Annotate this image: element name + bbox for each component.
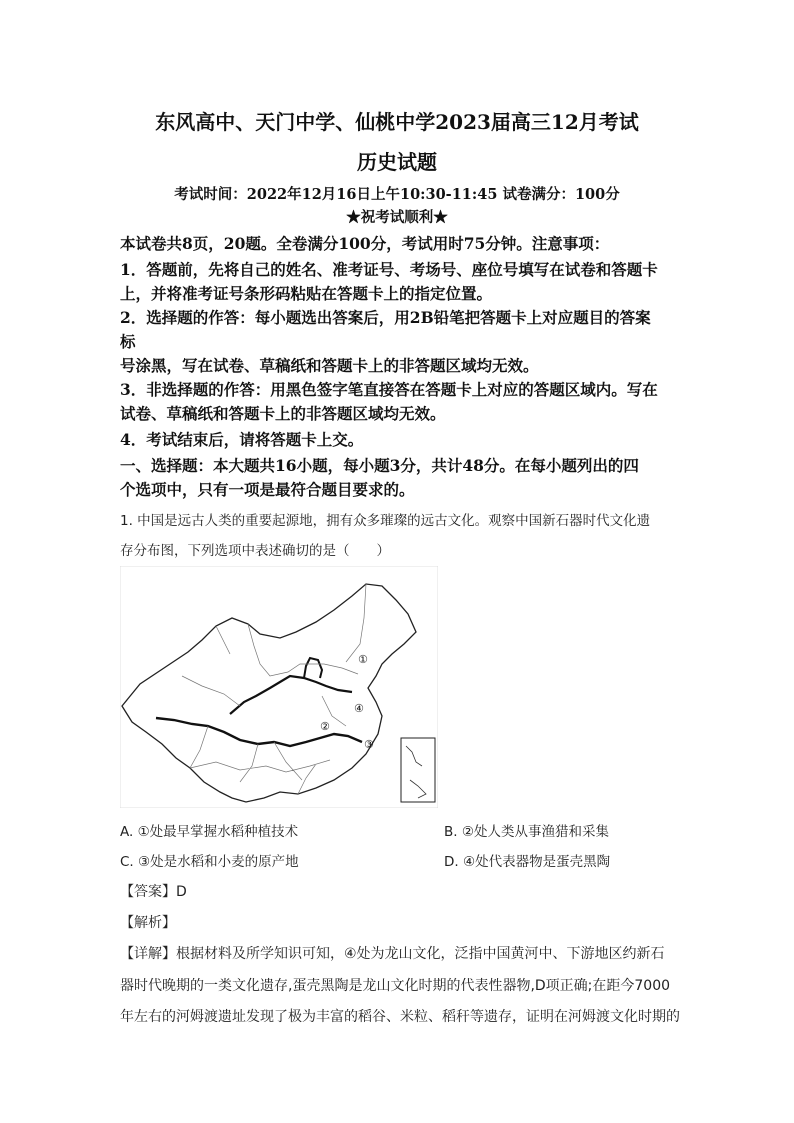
exam-time-info: 考试时间：2022年12月16日上午10:30-11:45 试卷满分：100分 (174, 186, 620, 203)
exam-title: 东风高中、天门中学、仙桃中学2023届高三12月考试 (155, 110, 639, 134)
instructions-intro: 本试卷共8页，20题。全卷满分100分，考试用时75分钟。注意事项： (120, 234, 610, 253)
option-c: C. ③处是水稻和小麦的原产地 (120, 854, 299, 870)
question-1-stem-line-2: 存分布图，下列选项中表述确切的是（ ） (120, 543, 390, 559)
instruction-1-line-2: 上，并将准考证号条形码粘贴在答题卡上的指定位置。 (120, 284, 493, 303)
instruction-1-line-1: 1．答题前，先将自己的姓名、准考证号、考场号、座位号填写在试卷和答题卡 (120, 260, 658, 279)
instruction-4: 4．考试结束后，请将答题卡上交。 (120, 430, 364, 449)
question-1-stem-line-1: 1. 中国是远古人类的重要起源地，拥有众多璀璨的远古文化。观察中国新石器时代文化遗 (120, 513, 651, 529)
section-heading-line-2: 个选项中，只有一项是最符合题目要求的。 (120, 480, 415, 499)
instruction-2-line-2: 标 (120, 332, 136, 351)
south-china-sea-inset (401, 738, 435, 802)
map-label-4: ④ (354, 702, 364, 715)
map-label-2: ② (320, 720, 330, 733)
option-b: B. ②处人类从事渔猎和采集 (444, 824, 609, 840)
detail-line-2: 器时代晚期的一类文化遗存,蛋壳黑陶是龙山文化时期的代表性器物,D项正确;在距今7000 (120, 978, 671, 994)
subject-title: 历史试题 (357, 150, 437, 174)
answer-text: 【答案】D (120, 884, 187, 900)
map-label-1: ① (358, 653, 368, 666)
option-d: D. ④处代表器物是蛋壳黑陶 (444, 854, 611, 870)
section-heading-line-1: 一、选择题：本大题共16小题，每小题3分，共计48分。在每小题列出的四 (120, 456, 639, 475)
neolithic-culture-map (120, 566, 438, 808)
map-label-3: ③ (364, 738, 374, 751)
detail-line-1: 【详解】根据材料及所学知识可知，④处为龙山文化，泛指中国黄河中、下游地区约新石 (120, 946, 665, 962)
analysis-label: 【解析】 (120, 915, 176, 931)
instruction-2-line-1: 2．选择题的作答：每小题选出答案后，用2B铅笔把答题卡上对应题目的答案 (120, 308, 651, 327)
instruction-3-line-1: 3．非选择题的作答：用黑色签字笔直接答在答题卡上对应的答题区域内。写在 (120, 380, 658, 399)
detail-line-3: 年左右的河姆渡遗址发现了极为丰富的稻谷、米粒、稻秆等遗存，证明在河姆渡文化时期的 (120, 1009, 680, 1025)
instruction-2-line-3: 号涂黑，写在试卷、草稿纸和答题卡上的非答题区域均无效。 (120, 356, 539, 375)
option-a: A. ①处最早掌握水稻种植技术 (120, 824, 299, 840)
instruction-3-line-2: 试卷、草稿纸和答题卡上的非答题区域均无效。 (120, 404, 446, 423)
blessing-text: ★祝考试顺利★ (346, 209, 448, 226)
